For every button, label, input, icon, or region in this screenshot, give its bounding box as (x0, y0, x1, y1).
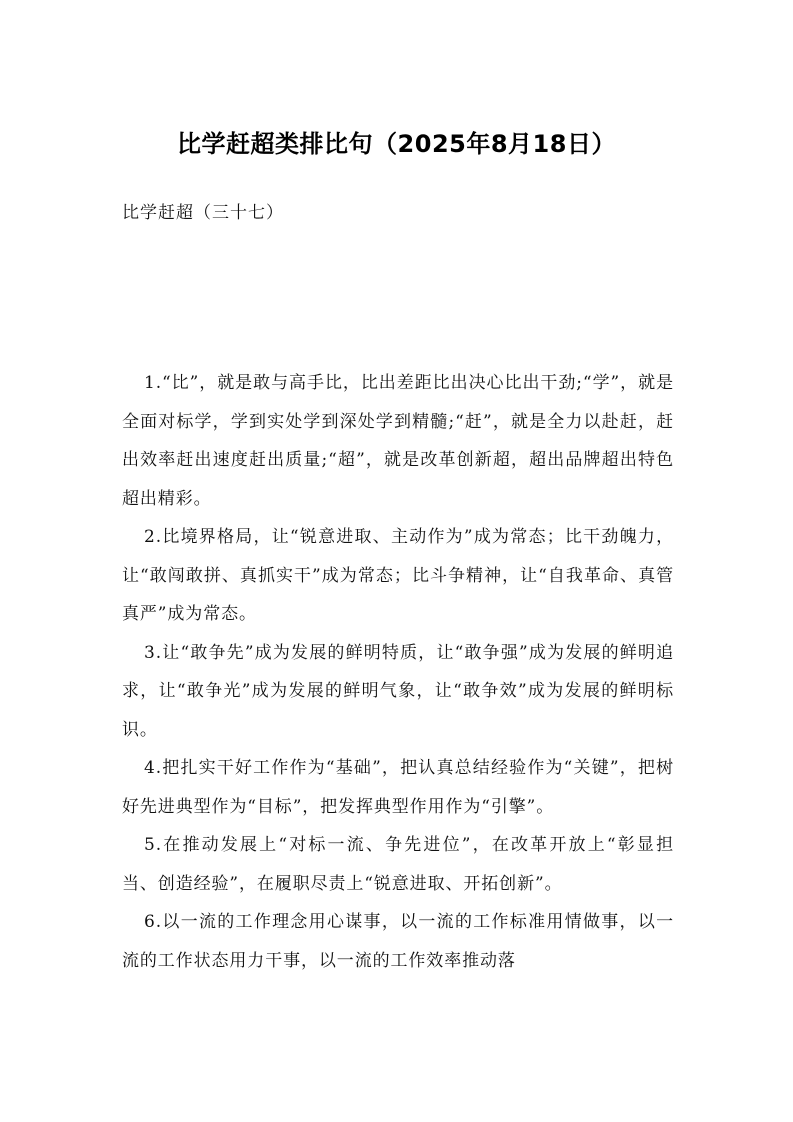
paragraph-3: 3.让“敢争先”成为发展的鲜明特质，让“敢争强”成为发展的鲜明追求，让“敢争光”成为发展的鲜明气象，让“敢争效”成为发展的鲜明标识。 (122, 642, 674, 740)
paragraph-4: 4.把扎实干好工作作为“基础”，把认真总结经验作为“关键”，把树好先进典型作为“目标”，把发挥典型作用作为“引擎”。 (122, 758, 674, 817)
paragraph-1: 1.“比”，就是敢与高手比，比出差距比出决心比出干劲;“学”，就是全面对标学，学到实处学到深处学到精髓;“赶”，就是全力以赴赶，赶出效率赶出速度赶出质量;“超”，就是改革创新超，超出品牌超出特色超出精彩。 (122, 373, 674, 509)
paragraph-2: 2.比境界格局，让“锐意进取、主动作为”成为常态；比干劲魄力，让“敢闯敢拼、真抓实干”成为常态；比斗争精神，让“自我革命、真管真严”成为常态。 (122, 527, 674, 624)
paragraph-6: 6.以一流的工作理念用心谋事，以一流的工作标准用情做事，以一流的工作状态用力干事，以一流的工作效率推动落 (122, 912, 674, 971)
document-body (122, 364, 674, 980)
document-subtitle: 比学赶超（三十七） (122, 203, 284, 223)
document-title: 比学赶超类排比句（2025年8月18日） (177, 130, 616, 158)
paragraph-5: 5.在推动发展上“对标一流、争先进位”，在改革开放上“彰显担当、创造经验”，在履职尽责上“锐意进取、开拓创新”。 (122, 835, 674, 894)
